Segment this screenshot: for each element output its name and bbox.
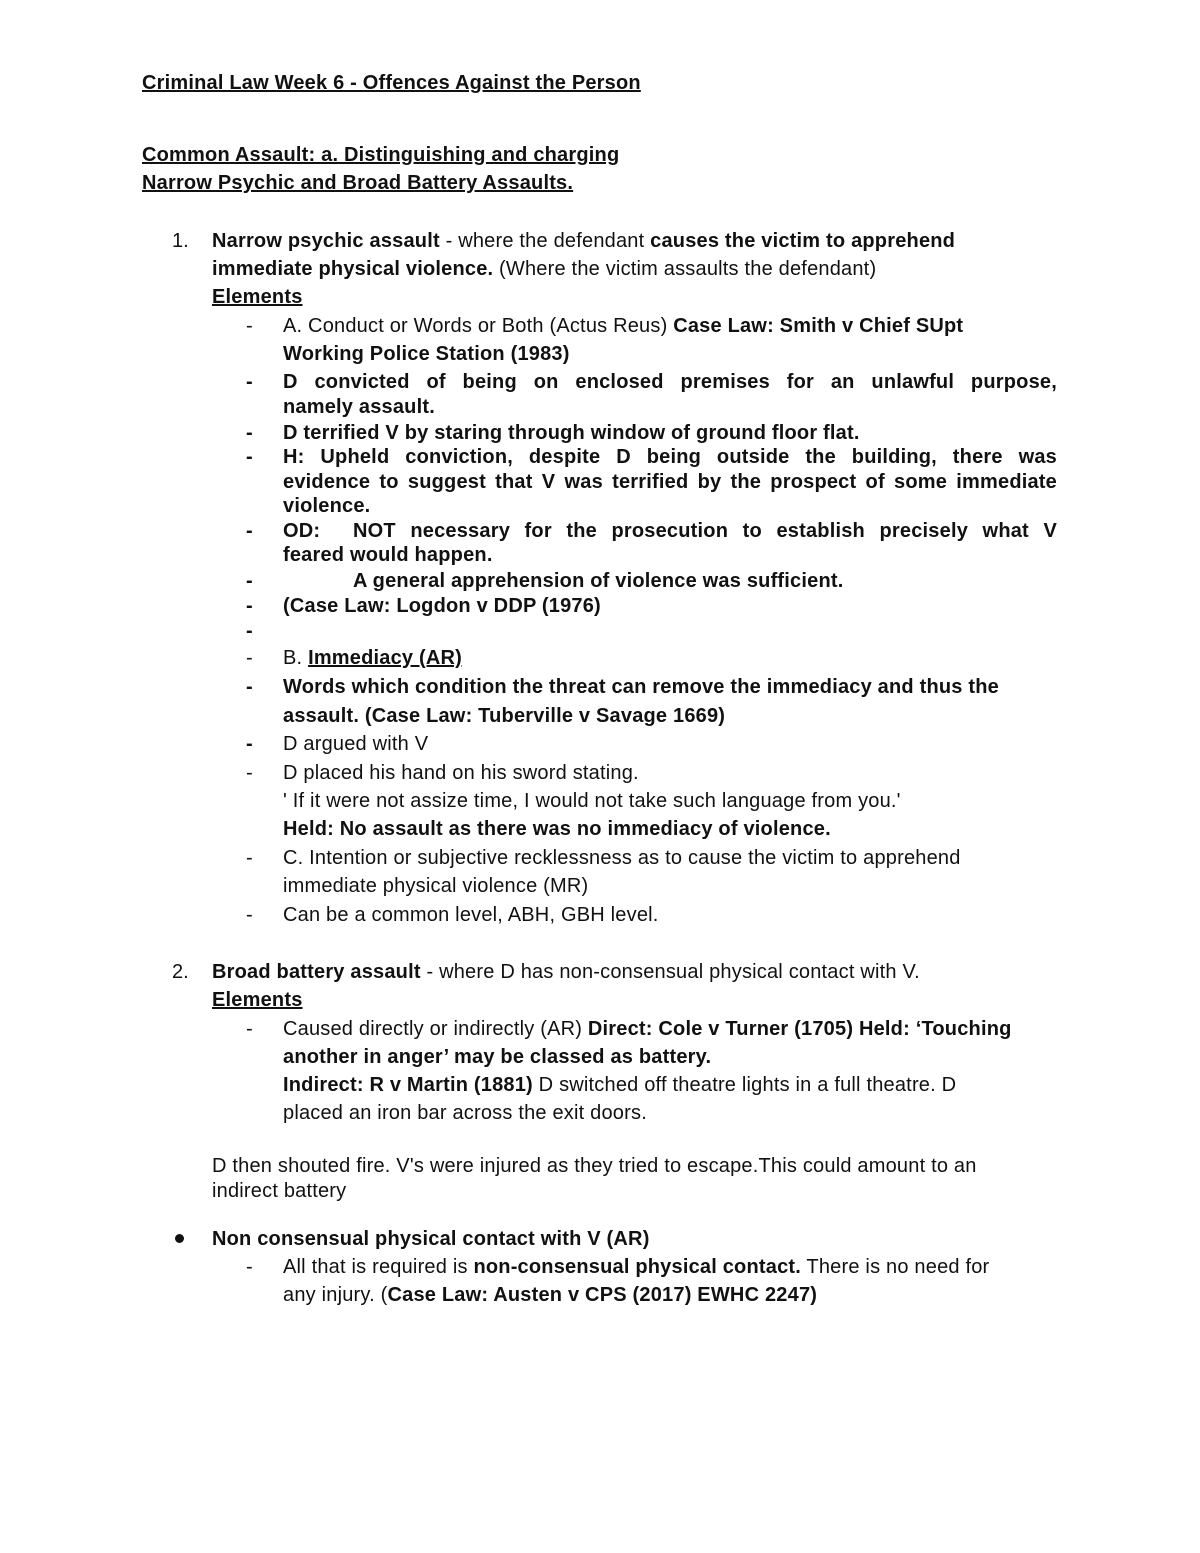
- s1-item-a-cont: Working Police Station (1983): [283, 343, 570, 365]
- s1-item-b: [283, 646, 462, 670]
- s1-item-7: (Case Law: Logdon v DDP (1976): [283, 595, 601, 617]
- dash-bullet: -: [246, 762, 253, 784]
- s3-item-1-line-2: [283, 1283, 817, 1307]
- s1-item-c-line-1: C. Intention or subjective recklessness as to cause the victim to apprehend: [283, 847, 961, 869]
- s2-paragraph-line-1: D then shouted fire. V's were injured as they tried to escape.This could amount to an: [212, 1155, 977, 1177]
- s1-item-10-line-1: Words which condition the threat can remove the immediacy and thus the: [283, 676, 999, 698]
- s1-item-5-line-1: NOT necessary for the prosecution to establish precisely what V: [353, 520, 1057, 542]
- text-bold: non-consensual physical contact.: [473, 1256, 802, 1278]
- term-immediacy: Immediacy (AR): [308, 647, 463, 669]
- section-heading: Common Assault: a. Distinguishing and charging: [142, 144, 620, 166]
- s1-item-5-line-2: feared would happen.: [283, 544, 493, 566]
- text: There is no need for: [801, 1256, 990, 1278]
- s1-item-5-label: OD:: [283, 520, 321, 542]
- elements-heading: Elements: [212, 286, 303, 308]
- text: (Where the victim assaults the defendant): [493, 258, 877, 280]
- dash-bullet: -: [246, 647, 253, 669]
- term-broad-battery-assault: Broad battery assault: [212, 961, 421, 983]
- dash-bullet: -: [246, 371, 253, 393]
- bullet-point: [175, 1234, 184, 1243]
- dash-bullet: -: [246, 733, 253, 755]
- s2-item-1-line-2: another in anger’ may be classed as battery.: [283, 1046, 712, 1068]
- s1-line-1: [212, 229, 955, 253]
- term-narrow-psychic-assault: Narrow psychic assault: [212, 230, 440, 252]
- s1-item-11: D argued with V: [283, 733, 429, 755]
- s1-item-4-line-3: violence.: [283, 495, 371, 517]
- s1-item-4-line-2: evidence to suggest that V was terrified by the prospect of some immediate: [283, 471, 1057, 493]
- dash-bullet: -: [246, 446, 253, 468]
- dash-bullet: -: [246, 620, 253, 642]
- dash-bullet: -: [246, 847, 253, 869]
- s1-item-12-held: Held: No assault as there was no immediacy of violence.: [283, 818, 831, 840]
- text: - where the defendant: [439, 230, 651, 252]
- list-number-1: 1.: [172, 230, 189, 252]
- text: B.: [283, 647, 309, 669]
- case-law: Indirect: R v Martin (1881): [283, 1074, 533, 1096]
- case-law: Case Law: Austen v CPS (2017) EWHC 2247): [387, 1284, 818, 1306]
- s1-item-a: [283, 314, 963, 338]
- list-number-2: 2.: [172, 961, 189, 983]
- s1-item-12-line-1: D placed his hand on his sword stating.: [283, 762, 639, 784]
- dash-bullet: -: [246, 570, 253, 592]
- dash-bullet: -: [246, 315, 253, 337]
- dash-bullet: -: [246, 676, 253, 698]
- dash-bullet: -: [246, 1256, 253, 1278]
- case-law: Direct: Cole v Turner (1705) Held: ‘Touching: [587, 1018, 1012, 1040]
- text: D switched off theatre lights in a full theatre. D: [532, 1074, 957, 1096]
- case-law: Case Law: Smith v Chief SUpt: [673, 315, 964, 337]
- text: - where D has non-consensual physical contact with V.: [420, 961, 920, 983]
- s1-item-12-line-2: ' If it were not assize time, I would not take such language from you.': [283, 790, 901, 812]
- s2-item-1-line-3: [283, 1073, 956, 1097]
- s1-item-2-line-1: D convicted of being on enclosed premises for an unlawful purpose,: [283, 371, 1057, 393]
- section-subheading: Narrow Psychic and Broad Battery Assaults.: [142, 172, 574, 194]
- text-bold: causes the victim to apprehend: [650, 230, 956, 252]
- s1-item-3: D terrified V by staring through window of ground floor flat.: [283, 422, 860, 444]
- text: any injury. (: [283, 1284, 388, 1306]
- s2-item-1-line-4: placed an iron bar across the exit doors.: [283, 1102, 647, 1124]
- s1-item-c-line-2: immediate physical violence (MR): [283, 875, 589, 897]
- elements-heading: Elements: [212, 989, 303, 1011]
- s3-bullet-line: Non consensual physical contact with V (AR): [212, 1228, 650, 1250]
- s1-item-14: Can be a common level, ABH, GBH level.: [283, 904, 659, 926]
- s1-item-4-line-1: H: Upheld conviction, despite D being outside the building, there was: [283, 446, 1057, 468]
- s1-item-2-line-2: namely assault.: [283, 396, 435, 418]
- s3-item-1-line-1: [283, 1255, 989, 1279]
- s2-item-1-line-1: [283, 1017, 1012, 1041]
- s2-line-1: [212, 960, 920, 984]
- document-title: Criminal Law Week 6 - Offences Against the Person: [142, 72, 641, 94]
- dash-bullet: -: [246, 1018, 253, 1040]
- dash-bullet: -: [246, 595, 253, 617]
- text: A. Conduct or Words or Both (Actus Reus): [283, 315, 674, 337]
- dash-bullet: -: [246, 520, 253, 542]
- s1-line-2: [212, 257, 876, 281]
- s1-item-10-line-2: assault. (Case Law: Tuberville v Savage 1669): [283, 705, 726, 727]
- s1-item-6: A general apprehension of violence was sufficient.: [353, 570, 844, 592]
- s2-paragraph-line-2: indirect battery: [212, 1180, 347, 1202]
- text: All that is required is: [283, 1256, 474, 1278]
- dash-bullet: -: [246, 422, 253, 444]
- text-bold: immediate physical violence.: [212, 258, 494, 280]
- text: Caused directly or indirectly (AR): [283, 1018, 588, 1040]
- dash-bullet: -: [246, 904, 253, 926]
